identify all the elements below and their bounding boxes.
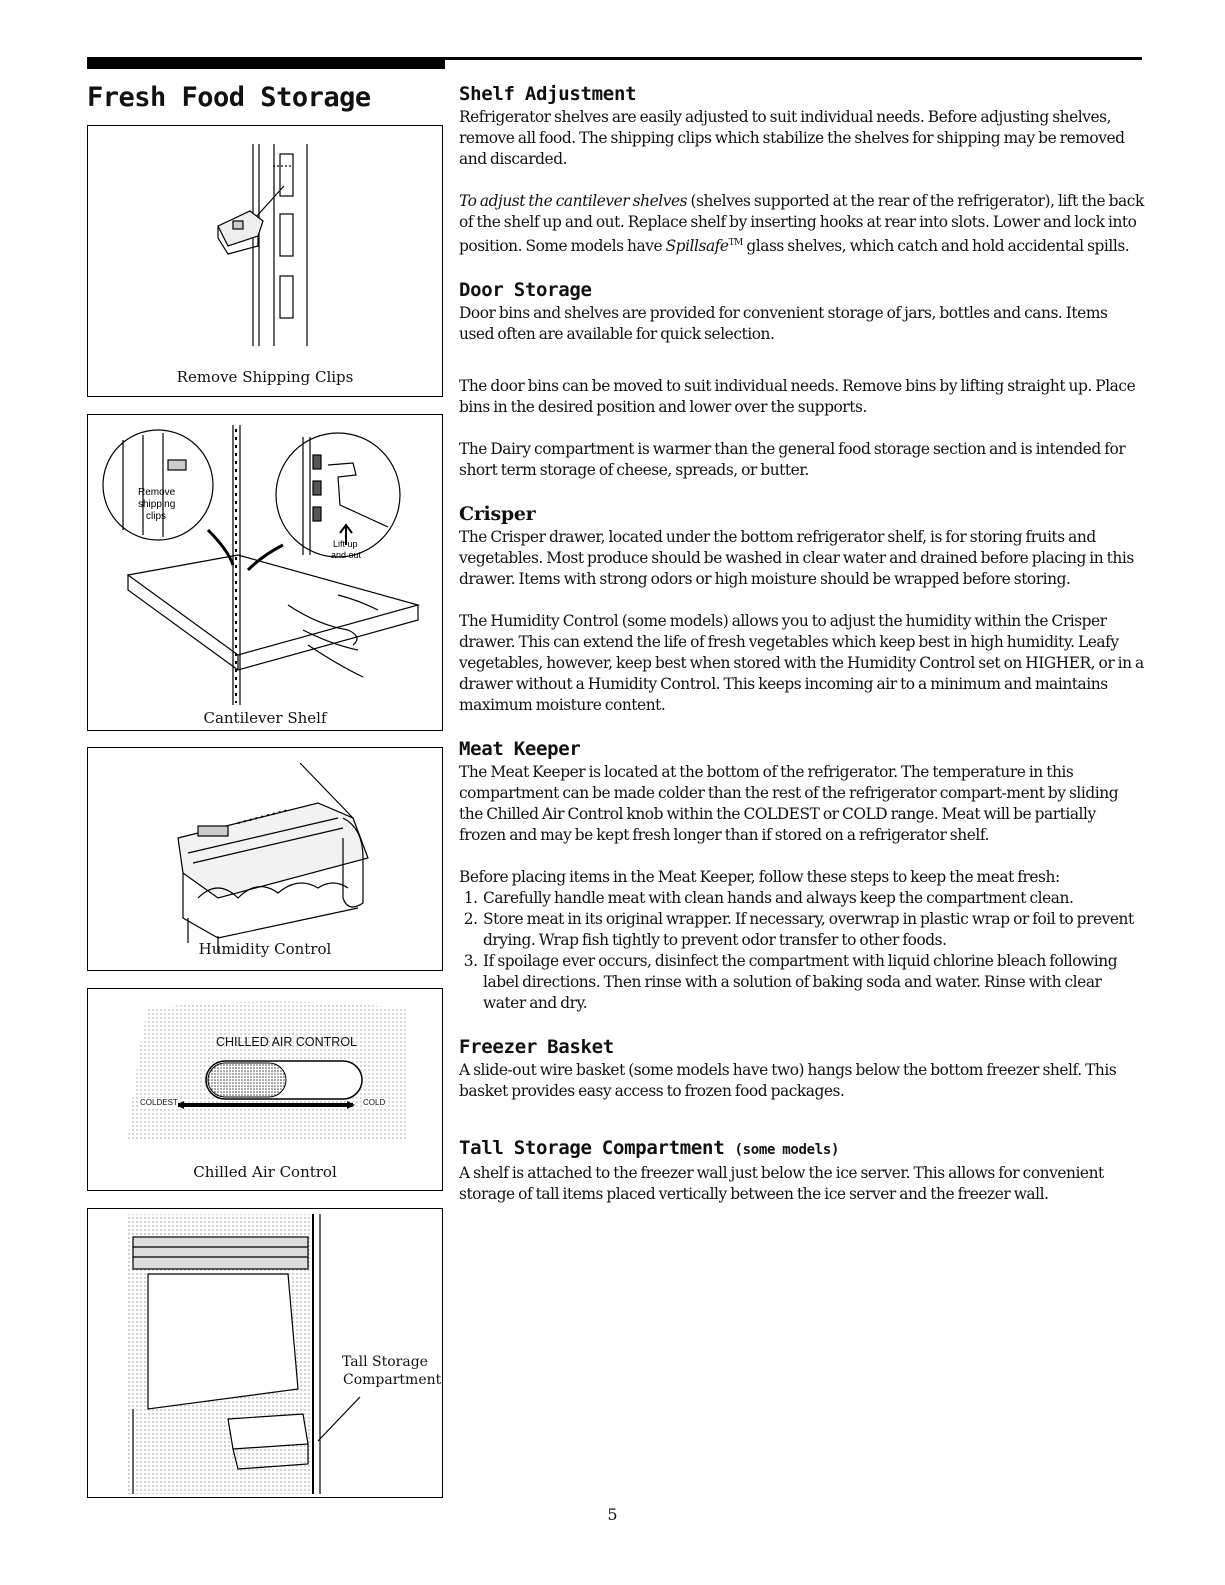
figure-caption: Remove Shipping Clips [176, 368, 354, 386]
figure-cantilever-shelf [87, 414, 443, 731]
meat-step: 1. Carefully handle meat with clean hands and always keep the compartment clean. [481, 888, 1145, 909]
tall-storage-caption-2: Compartment [343, 1372, 442, 1388]
cold-label: COLD [363, 1098, 386, 1107]
shelf-paragraph-2 [459, 191, 1145, 257]
door-paragraph-3: The Dairy compartment is warmer than the general food storage section and is intended for short term storage of cheese, spreads, or butter. [459, 440, 1126, 480]
page-title: Fresh Food Storage [87, 82, 371, 113]
figure-humidity-control [87, 747, 443, 971]
tall-storage-heading [459, 1136, 1145, 1162]
callout-lift-out: and out [331, 550, 362, 560]
door-paragraph-2: The door bins can be moved to suit individual needs. Remove bins by lifting straight up. Place bins in the desired position and lower over the supports. [459, 377, 1136, 417]
spillsafe-brand: Spillsafe [665, 237, 729, 256]
shipping-clips-illustration [88, 126, 444, 398]
crisper-paragraph-2: The Humidity Control (some models) allows you to adjust the humidity within the Crisper drawer. This can extend the life of fresh vegetables which keep best in high humidity. Leafy vegetables, however, keep best when stored with the Humidity Control set on HIGHER, or in a drawer without a Humidity Control. This keeps incoming air to a minimum and maintains maximum moisture content. [459, 612, 1144, 715]
shelf-paragraph-1: Refrigerator shelves are easily adjusted to suit individual needs. Before adjusting shelves, remove all food. The shipping clips which stabilize the shelves for shipping may be removed and discarded. [459, 108, 1125, 168]
shelf-adjustment-heading: Shelf Adjustment [459, 83, 637, 105]
door-storage-heading: Door Storage [459, 279, 592, 302]
content-column [459, 82, 1145, 1226]
callout-lift-up: Lift up [333, 539, 358, 549]
cantilever-shelf-illustration [88, 415, 444, 732]
tall-storage-heading-text: Tall Storage Compartment [459, 1137, 725, 1160]
meat-paragraph-1: The Meat Keeper is located at the bottom of the refrigerator. The temperature in this compartment can be made colder than the rest of the refrigerator compart-ment by sliding the Chilled Air Control knob within the COLDEST or COLD range. Meat will be partially frozen and may be kept fresh longer than if stored on a refrigerator shelf. [459, 763, 1119, 845]
callout-remove-clips: Remove [138, 487, 176, 498]
header-rule-thick [87, 57, 445, 69]
meat-intro: Before placing items in the Meat Keeper, follow these steps to keep the meat fresh: [459, 868, 1060, 887]
figure-tall-storage [87, 1208, 443, 1498]
callout-remove-clips-3: clips [146, 511, 167, 522]
figure-caption: Chilled Air Control [193, 1163, 337, 1181]
header-rule-thin [445, 57, 1142, 60]
freezer-paragraph: A slide-out wire basket (some models have two) hangs below the bottom freezer shelf. This basket provides easy access to frozen food packages. [459, 1061, 1117, 1101]
freezer-basket-heading: Freezer Basket [459, 1036, 614, 1059]
meat-step: 2. Store meat in its original wrapper. If necessary, overwrap in plastic wrap or foil to prevent drying. Wrap fish tightly to prevent odor transfer to other foods. [481, 909, 1145, 951]
figure-caption: Cantilever Shelf [203, 709, 327, 727]
humidity-control-illustration [88, 748, 444, 972]
meat-steps-list [459, 888, 1145, 1014]
chilled-air-illustration [88, 989, 444, 1192]
chilled-air-panel-label: CHILLED AIR CONTROL [216, 1035, 358, 1049]
tall-storage-heading-note: (some models) [734, 1142, 840, 1159]
cantilever-instruction: To adjust the cantilever shelves [459, 192, 688, 210]
page-number: 5 [607, 1505, 618, 1524]
shelf-p2-text-end: glass shelves, which catch and hold accidental spills. [742, 237, 1130, 256]
tall-storage-caption-1: Tall Storage [342, 1354, 428, 1370]
meat-keeper-heading: Meat Keeper [459, 738, 581, 761]
figure-shipping-clips [87, 125, 443, 397]
tall-storage-paragraph: A shelf is attached to the freezer wall just below the ice server. This allows for convenient storage of tall items placed vertically between the ice server and the freezer wall. [459, 1164, 1104, 1204]
callout-remove-clips-2: shipping [138, 499, 176, 510]
meat-step: 3. If spoilage ever occurs, disinfect the compartment with liquid chlorine bleach following label directions. Then rinse with a solution of baking soda and water. Rinse with clear water and dry. [481, 951, 1145, 1014]
coldest-label: COLDEST [140, 1098, 178, 1107]
shelf-p2-text: (shelves supported at the rear of the refrigerator), lift the back of the shelf up and out. Replace shelf by inserting hooks at rear into slots. Lower and lock into position. Some models have [459, 192, 1144, 256]
door-paragraph-1: Door bins and shelves are provided for convenient storage of jars, bottles and cans. Items used often are available for quick selection. [459, 304, 1108, 344]
crisper-heading: Crisper [459, 503, 536, 526]
figure-chilled-air-control [87, 988, 443, 1191]
trademark: TM [728, 238, 743, 248]
crisper-paragraph-1: The Crisper drawer, located under the bottom refrigerator shelf, is for storing fruits and vegetables. Most produce should be washed in clear water and drained before placing in this drawer. Items with strong odors or high moisture should be wrapped before storing. [459, 528, 1134, 589]
figure-caption: Humidity Control [198, 940, 332, 958]
